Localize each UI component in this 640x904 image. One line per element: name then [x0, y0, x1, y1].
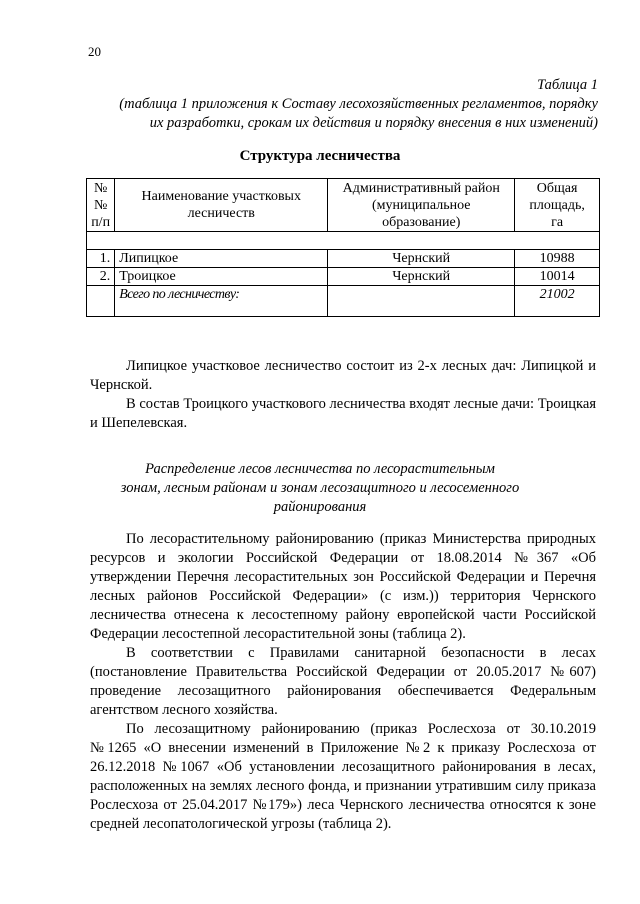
- row-num: 2.: [87, 268, 115, 286]
- structure-table: [86, 178, 600, 317]
- paragraph: В состав Троицкого участкового лесничества входят лесные дачи: Троицкая и Шепелевская.: [90, 396, 596, 431]
- table-total-row: [87, 286, 600, 317]
- caption-line-3: их разработки, срокам их действия и порядку внесения в них изменений): [149, 115, 598, 131]
- row-area: 10988: [515, 250, 600, 268]
- paragraph: По лесорастительному районированию (приказ Министерства природных ресурсов и экологии Российской Федерации от 18.08.2014 №367 «Об утверждении Перечня лесорастительных зон Российской Федерации и Перечня лесных районов Российской Федерации» (с изм.)) территория Чернского лесничества отнесена к лесостепному району европейской части Российской Федерации лесостепной лесорастительной зоны (таблица 2).: [90, 531, 596, 642]
- table-blank-row: [87, 232, 600, 250]
- paragraph: В соответствии с Правилами санитарной безопасности в лесах (постановление Правительства Российской Федерации от 20.05.2017 №607) проведение лесозащитного районирования обеспечивается Федеральным агентством лесного хозяйства.: [90, 645, 596, 718]
- intro-paragraphs: [90, 357, 596, 433]
- row-name: Троицкое: [115, 268, 328, 286]
- row-district: Чернский: [328, 268, 515, 286]
- header-district: Административный район (муниципальное образование): [328, 179, 515, 232]
- table-row: [87, 250, 600, 268]
- paragraph: Липицкое участковое лесничество состоит из 2-х лесных дач: Липицкой и Чернской.: [90, 358, 596, 393]
- total-value: 21002: [515, 286, 600, 317]
- body-paragraphs: [90, 530, 596, 834]
- table-caption: [78, 76, 598, 133]
- table-row: [87, 268, 600, 286]
- page-number: 20: [88, 44, 101, 59]
- paragraph: По лесозащитному районированию (приказ Рослесхоза от 30.10.2019 №1265 «О внесении изменений в Приложение №2 к приказу Рослесхоза от 26.12.2018 №1067 «Об установлении лесозащитного районирования в лесах, расположенных на землях лесного фонда, и признании утратившим силу приказа Рослесхоза от 25.04.2017 №179») леса Чернского лесничества относятся к зоне средней лесопатологической угрозы (таблица 2).: [90, 721, 596, 832]
- structure-title: Структура лесничества: [239, 148, 401, 164]
- row-district: Чернский: [328, 250, 515, 268]
- table-header-row: [87, 179, 600, 232]
- row-name: Липицкое: [115, 250, 328, 268]
- section-subheading: Распределение лесов лесничества по лесорастительным зонам, лесным районам и зонам лесозащитного и лесосеменного районирования: [120, 461, 520, 515]
- row-area: 10014: [515, 268, 600, 286]
- header-name: Наименование участковых лесничеств: [115, 179, 328, 232]
- total-label: Всего по лесничеству:: [115, 286, 328, 317]
- caption-table-label: Таблица 1: [537, 77, 598, 93]
- header-area: Общая площадь, га: [515, 179, 600, 232]
- row-num: 1.: [87, 250, 115, 268]
- caption-line-2: (таблица 1 приложения к Составу лесохозяйственных регламентов, порядку: [119, 96, 598, 112]
- header-num: №№ п/п: [87, 179, 115, 232]
